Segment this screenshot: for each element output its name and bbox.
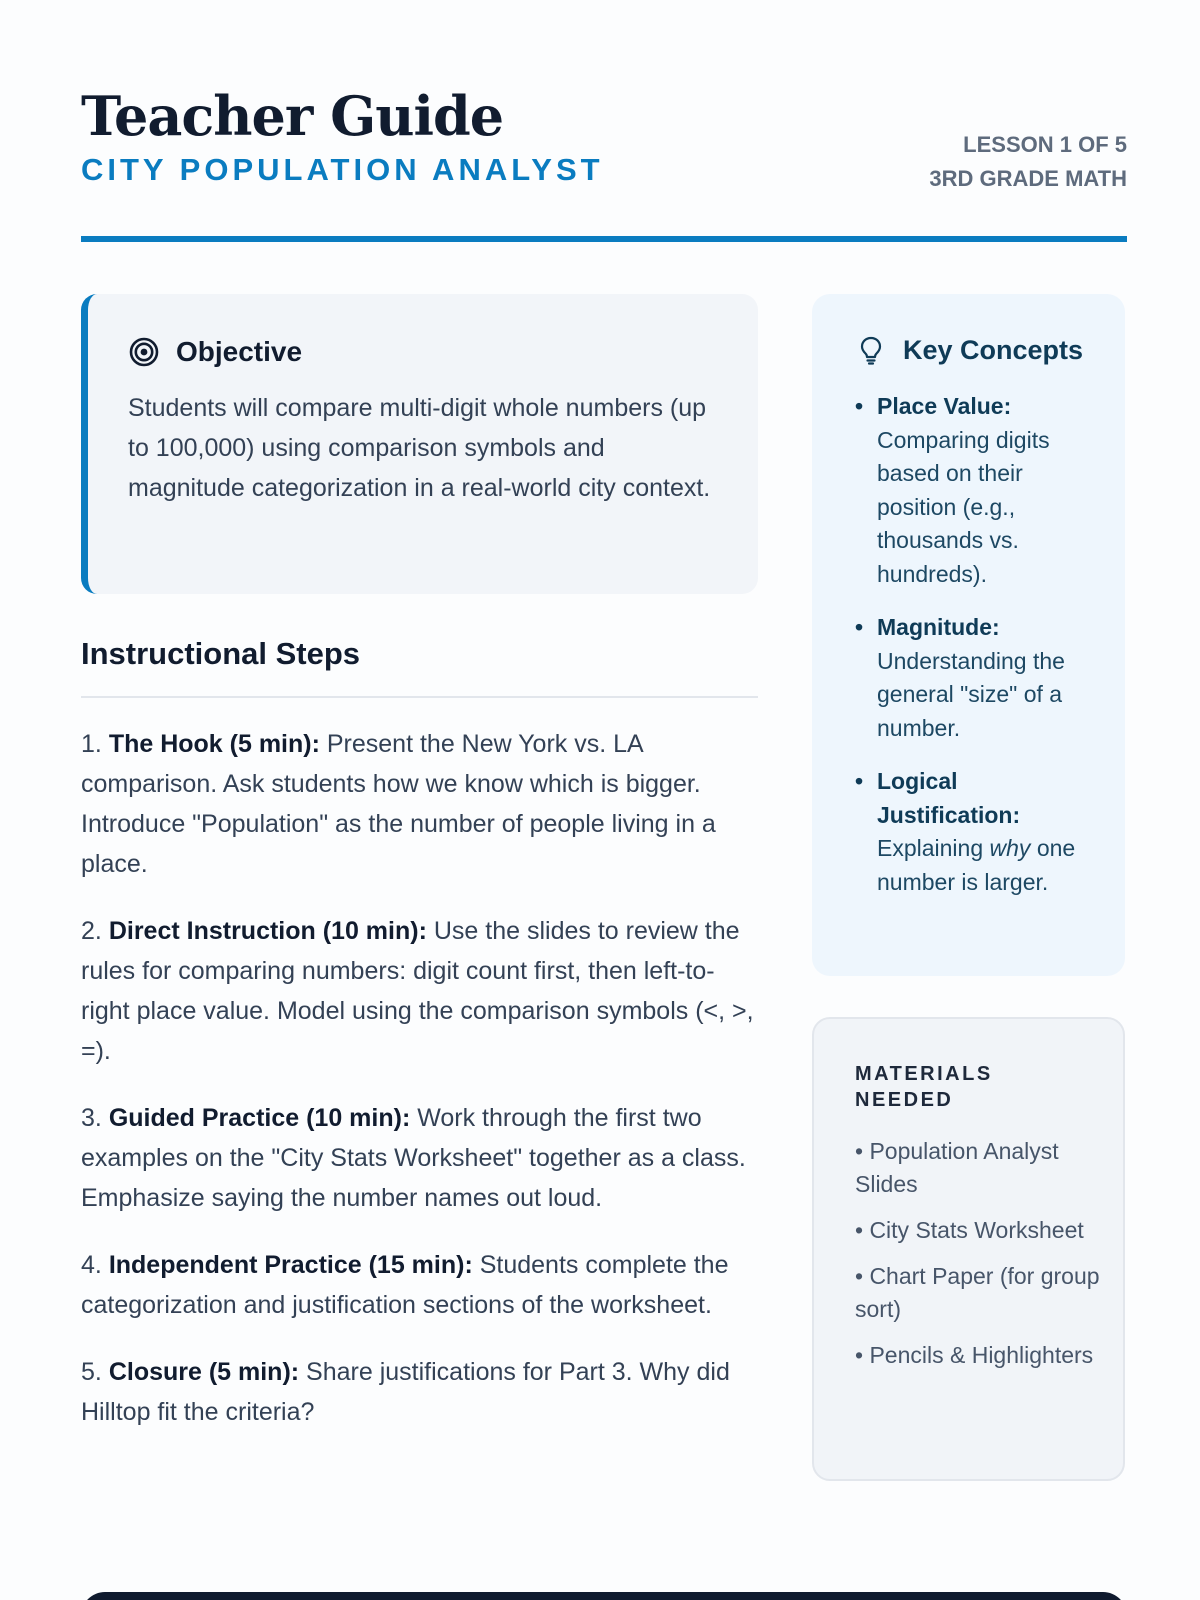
concept-text: Explaining — [877, 835, 990, 861]
concept-term: • Magnitude: — [877, 614, 1000, 640]
step-item — [81, 1245, 761, 1325]
step-number: 1. — [81, 730, 102, 758]
step-number: 2. — [81, 917, 102, 945]
objective-card — [81, 294, 758, 594]
step-number: 5. — [81, 1358, 102, 1386]
lesson-number: LESSON 1 OF 5 — [963, 132, 1127, 157]
footer-bar — [81, 1592, 1127, 1600]
step-label: Independent Practice (15 min): — [108, 1251, 473, 1279]
materials-card — [812, 1017, 1125, 1481]
page-header — [81, 80, 1127, 242]
concepts-list — [855, 390, 1105, 899]
steps-heading: Instructional Steps — [81, 636, 758, 698]
step-text: Work through the first two examples on the "City Stats Worksheet" together as a class. Emphasize saying the number names out loud. — [81, 1104, 746, 1212]
step-text: Present the New York vs. LA comparison. Ask students how we know which is bigger. Introduce "Population" as the number of people living in a place. — [81, 730, 716, 878]
step-label: Closure (5 min): — [108, 1358, 300, 1386]
step-text: Students complete the categorization and justification sections of the worksheet. — [81, 1251, 729, 1319]
concepts-heading — [855, 334, 1105, 366]
lesson-meta — [929, 128, 1127, 196]
step-item — [81, 1098, 761, 1218]
material-item: • Chart Paper (for group sort) — [855, 1263, 1100, 1322]
materials-heading: MATERIALS NEEDED — [855, 1063, 993, 1111]
step-text: Share justifications for Part 3. Why did Hilltop fit the criteria? — [81, 1358, 730, 1426]
concept-text: one number is larger. — [877, 835, 1076, 895]
step-number: 3. — [81, 1104, 102, 1132]
material-item: • City Stats Worksheet — [855, 1217, 1084, 1243]
concepts-title: Key Concepts — [903, 334, 1084, 365]
lesson-subtitle: CITY POPULATION ANALYST — [81, 152, 604, 187]
concept-item — [855, 390, 1105, 591]
concept-term: • Logical Justification: — [877, 768, 1021, 828]
step-item — [81, 1352, 761, 1432]
lightbulb-icon — [855, 334, 887, 366]
step-label: Direct Instruction (10 min): — [108, 917, 427, 945]
grade-level: 3RD GRADE MATH — [929, 166, 1127, 191]
step-label: The Hook (5 min): — [108, 730, 320, 758]
concept-item — [855, 765, 1105, 899]
objective-heading — [128, 336, 718, 368]
step-item — [81, 911, 761, 1071]
steps-list — [81, 724, 761, 1459]
concept-text: Comparing digits based on their position (e.g., thousands vs. hundreds). — [877, 426, 1050, 587]
step-label: Guided Practice (10 min): — [108, 1104, 411, 1132]
objective-title: Objective — [176, 336, 303, 367]
objective-text: Students will compare multi-digit whole numbers (up to 100,000) using comparison symbols and magnitude categorization in a real-world city context. — [128, 394, 711, 502]
concept-term: • Place Value: — [877, 393, 1012, 419]
concept-text: Understanding the general "size" of a number. — [877, 647, 1065, 741]
step-text: Use the slides to review the rules for comparing numbers: digit count first, then left-to-right place value. Model using the comparison symbols (<, >, =). — [81, 917, 754, 1065]
step-item — [81, 724, 761, 884]
material-item: • Population Analyst Slides — [855, 1138, 1059, 1197]
concept-emphasis: why — [989, 835, 1031, 861]
page-title: Teacher Guide — [81, 84, 504, 148]
key-concepts-card — [812, 294, 1125, 976]
concept-item — [855, 611, 1105, 745]
target-icon — [128, 336, 160, 368]
step-number: 4. — [81, 1251, 102, 1279]
materials-list — [855, 1135, 1103, 1372]
material-item: • Pencils & Highlighters — [855, 1342, 1094, 1368]
